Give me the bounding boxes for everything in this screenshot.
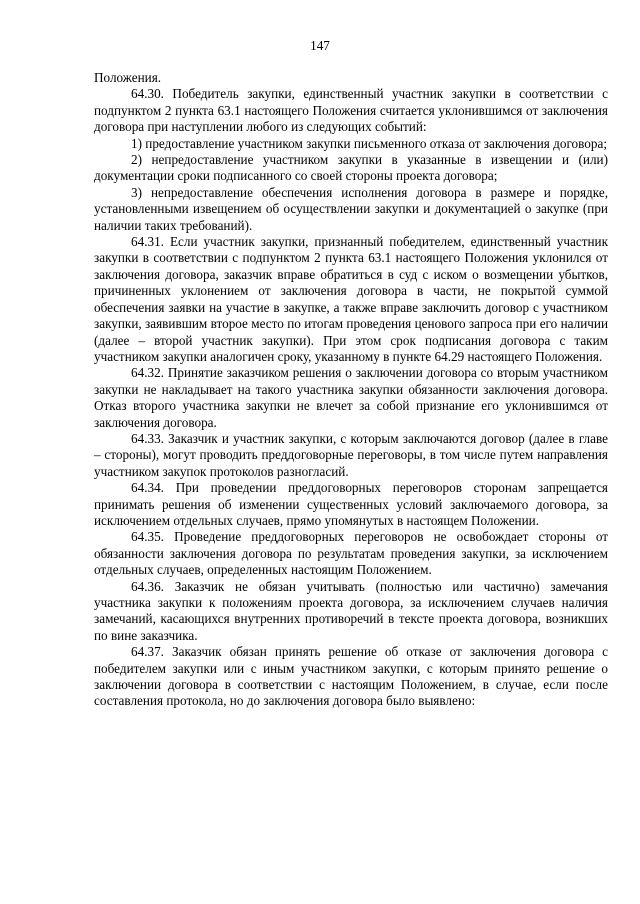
paragraph-64-34: 64.34. При проведении преддоговорных переговоров сторонам запрещается принимать решения об изменении существенных условий заключаемого договора, за исключением отдельных случаев, прямо упомянутых в настоящем Положении.	[94, 480, 608, 528]
page-number: 147	[310, 38, 330, 53]
document-body	[94, 70, 608, 710]
paragraph-64-30: 64.30. Победитель закупки, единственный участник закупки в соответствии с подпунктом 2 пункта 63.1 настоящего Положения считается уклонившимся от заключения договора при наступлении любого из следующих событий:	[94, 86, 608, 135]
paragraph-64-31: 64.31. Если участник закупки, признанный победителем, единственный участник закупки в соответствии с подпунктом 2 пункта 63.1 настоящего Положения уклонился от заключения договора, заказчик вправе обратиться в суд с иском о возмещении убытков, причиненных уклонением от заключения договора в части, не покрытой суммой обеспечения заявки на участие в закупке, а также вправе заключить договор с участником закупки, заявившим второе место по итогам проведения ценового запроса при его наличии (далее – второй участник закупки). При этом срок подписания договора с таким участником закупки аналогичен сроку, указанному в пункте 64.29 настоящего Положения.	[94, 234, 608, 364]
paragraph-continuation: Положения.	[94, 70, 162, 85]
paragraph-64-37: 64.37. Заказчик обязан принять решение об отказе от заключения договора с победителем закупки или с иным участником закупки, с которым принято решение о заключении договора в соответствии с настоящим Положением, в случае, если после составления протокола, но до заключения договора было выявлено:	[94, 644, 608, 709]
paragraph-64-32: 64.32. Принятие заказчиком решения о заключении договора со вторым участником закупки не накладывает на такого участника закупки обязанности заключения договора. Отказ второго участника закупки не влечет за собой признание его уклонившимся от заключения договора.	[94, 365, 608, 430]
paragraph-64-30-item-1: 1) предоставление участником закупки письменного отказа от заключения договора;	[131, 135, 607, 151]
paragraph-64-35: 64.35. Проведение преддоговорных переговоров не освобождает стороны от обязанности заключения договора по результатам проведения закупки, за исключением отдельных случаев, определенных настоящим Положением.	[94, 529, 608, 578]
paragraph-64-36: 64.36. Заказчик не обязан учитывать (полностью или частично) замечания участника закупки к положениям проекта договора, за исключением случаев наличия замечаний, касающихся внутренних противоречий в тексте проекта договора, возникших по вине заказчика.	[94, 578, 608, 643]
paragraph-64-30-item-3: 3) непредоставление обеспечения исполнения договора в размере и порядке, установленными извещением об осуществлении закупки и документацией о закупке (при наличии таких требований).	[94, 184, 608, 233]
paragraph-64-33: 64.33. Заказчик и участник закупки, с которым заключаются договор (далее в главе – стороны), могут проводить преддоговорные переговоры, в том числе путем направления участником закупок протоколов разногласий.	[94, 430, 608, 479]
paragraph-64-30-item-2: 2) непредоставление участником закупки в указанные в извещении и (или) документации сроки подписанного со своей стороны проекта договора;	[94, 152, 608, 184]
